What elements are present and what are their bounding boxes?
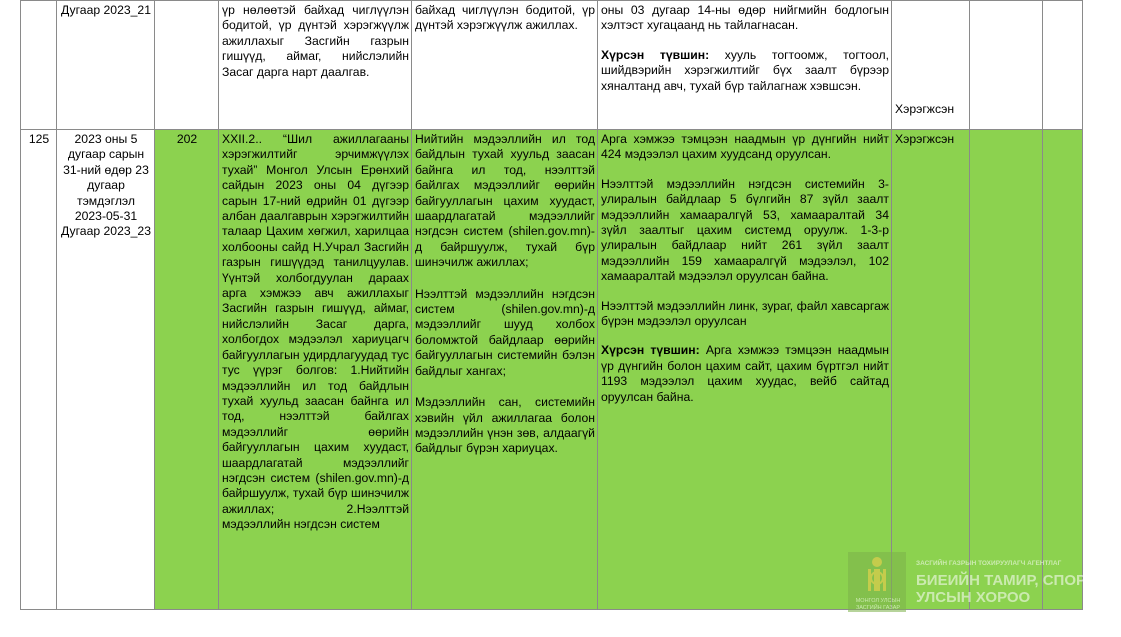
empty-cell: [970, 1, 1043, 130]
date-cell: 2023 оны 5 дугаар сарын 31-ний өдөр 23 дугаар тэмдэглэл 2023-05-31 Дугаар 2023_23: [57, 130, 155, 610]
number-cell: [21, 1, 57, 130]
agency-name: [916, 572, 1121, 606]
empty-cell: [970, 130, 1043, 610]
task-cell: үр нөлөөтэй байхад чиглүүлэн бодитой, үр дүнтэй хэрэгжүүлж ажиллахыг Засгийн газрын гишүүд, аймаг, нийслэлийн Засаг дарга нарт даалгав.: [219, 1, 412, 130]
table-row: [21, 130, 1083, 610]
agency-name-line: БИЕИЙН ТАМИР, СПОРТЫН: [916, 572, 1121, 589]
activity-paragraph: оны 03 дугаар 14-ны өдөр нийгмийн бодлогын хэлтэст хугацаанд нь тайлагнасан.: [601, 3, 889, 33]
status-cell: Хэрэгжсэн: [892, 1, 970, 130]
achievement-paragraph: [601, 343, 889, 405]
activity-cell: [598, 130, 892, 610]
table-row: [21, 1, 1083, 130]
measure-paragraph: Мэдээллийн сан, системийн хэвийн үйл ажиллагаа болон мэдээллийн үнэн зөв, алдаагүй байдлыг бүрэн хариуцах.: [415, 395, 595, 456]
achievement-text: хууль тогтоомж, тогтоол, шийдвэрийн хэрэгжилтийг бүх заалт бүрээр хяналтанд авч, тухай бүр тайлагнаж хэвшсэн.: [601, 47, 889, 93]
measure-cell: байхад чиглүүлэн бодитой, үр дүнтэй хэрэгжүүлж ажиллах.: [412, 1, 598, 130]
emblem-logo: [848, 552, 906, 612]
measure-paragraph: Нээлттэй мэдээллийн нэгдсэн систем (shilen.gov.mn)-д мэдээллийг шууд холбох боломжтой байдлаар өөрийн байгууллагын системийн бэлэн байдлыг хангах;: [415, 286, 595, 378]
code-cell: [155, 1, 219, 130]
activity-paragraph: Арга хэмжээ тэмцээн наадмын үр дүнгийн нийт 424 мэдээлэл цахим хуудсанд оруулсан.: [601, 132, 889, 162]
status-cell: Хэрэгжсэн: [892, 130, 970, 610]
code-cell: 202: [155, 130, 219, 610]
soyombo-icon: [848, 552, 906, 598]
agency-name-line: УЛСЫН ХОРОО: [916, 589, 1031, 606]
empty-cell: [1043, 130, 1083, 610]
achievement-text: Арга хэмжээ тэмцээн наадмын үр дүнгийн болон цахим сайт, цахим бүртгэл нийт 1193 мэдээлэл цахим хуудас, вейб сайтад оруулсан байна.: [601, 343, 889, 404]
achievement-label: Хүрсэн түвшин:: [601, 343, 700, 358]
achievement-paragraph: [601, 48, 889, 94]
number-cell: 125: [21, 130, 57, 610]
achievement-label: Хүрсэн түвшин:: [601, 47, 710, 62]
measure-paragraph: Нийтийн мэдээллийн ил тод байдлын тухай хуульд заасан байнга ил тод, нээлттэй байлгах мэдээллийг өөрийн байгууллагын цахим хуудаст, шаардлагатай мэдээллийг нэгдсэн систем (shilen.gov.mn)-д байршуулж, тухай бүр шинэчилж ажиллах;: [415, 132, 595, 270]
agency-watermark: [848, 552, 1121, 614]
activity-cell: [598, 1, 892, 130]
task-cell: XXII.2.. “Шил ажиллагааны хэрэгжилтийг эрчимжүүлэх тухай” Монгол Улсын Ерөнхий сайдын 2023 оны 04 дүгээр сарын 17-ний өдрийн 01 дүгээр албан даалгаврын хэрэгжилтийн талаар Цахим хөгжил, харилцаа холбооны сайд Н.Учрал Засгийн газрын гишүүдэд танилцуулав. Үүнтэй холбогдуулан дараах арга хэмжээ авч ажиллахыг Засгийн газрын гишүүд, аймаг, нийслэлийн Засаг дарга, холбогдох мэдээлэл хариуцагч байгууллагын удирдлагуудад тус тус үүрэг болгов: 1.Нийтийн мэдээллийн ил тод байдлын тухай хуульд заасан байнга ил тод, нээлттэй байлгах мэдээллийг өөрийн байгууллагын цахим хуудаст, шаардлагатай мэдээллийг нэгдсэн систем (shilen.gov.mn)-д байршуулж, тухай бүр шинэчилж ажиллах; 2.Нээлттэй мэдээллийн нэгдсэн систем: [219, 130, 412, 610]
measure-cell: [412, 130, 598, 610]
activity-paragraph: Нээлттэй мэдээллийн линк, зураг, файл хавсаргаж бүрэн мэдээлэл оруулсан: [601, 298, 889, 329]
agency-subtitle: ЗАСГИЙН ГАЗРЫН ТОХИРУУЛАГЧ АГЕНТЛАГ: [916, 560, 1062, 567]
activity-paragraph: Нээлттэй мэдээллийн нэгдсэн системийн 3-улиралын байдлаар 5 бүлгийн 87 зүйл заалт мэдээллийн хамааралгүй 53, хамааралтай 34 зүйл заалтыг цахим системд оруулж. 1-3-р улиралын байдлаар нийт 261 зүйл заалт мэдээллийн 159 хамааралгүй мэдээлэл, 102 хамааралтай мэдээлэл оруулсан байна.: [601, 176, 889, 284]
date-cell: Дугаар 2023_21: [57, 1, 155, 130]
emblem-caption: МОНГОЛ УЛСЫН ЗАСГИЙН ГАЗАР: [855, 598, 901, 611]
empty-cell: [1043, 1, 1083, 130]
report-table: [20, 0, 1083, 610]
